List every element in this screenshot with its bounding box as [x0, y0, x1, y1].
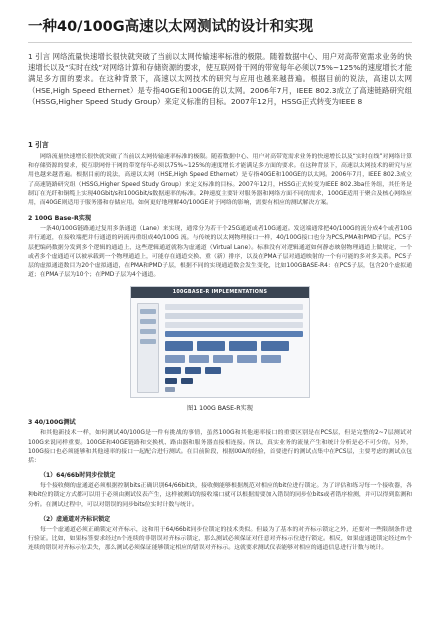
- subsection-1-heading: （1）64/66b时同步位锁定: [40, 472, 116, 480]
- diagram-lane-block: [181, 378, 193, 384]
- intro-block: [28, 51, 412, 129]
- diagram-layer-bar: [165, 331, 303, 337]
- subsection-1-paragraph: 每个接收侧的虚通道必须根据控制bits正确识别64/66bit块，接收侧能够根据规范对相应的bit位进行锁定。为了评估和练习每一个接收器，各种bit位的锁定方式都可以用于必须由测试仪表产生，这样被测试的接收端口就可以根据需要加入错误的同步位bits或者错序检测，并可以得到监测和分析。在测试过程中，可以对错误的同步bits位实时计数与统计。: [28, 483, 412, 508]
- figure-diagram-title: 100GBASE-R IMPLEMENTATIONS: [131, 287, 309, 298]
- diagram-layer-bar: [165, 313, 303, 319]
- section-2-heading: 2 100G Base-R实现: [28, 215, 92, 223]
- section-3-heading: 3 40/100G测试: [28, 419, 76, 427]
- diagram-lane-block: [237, 355, 257, 363]
- subsection-2-heading: （2）虚通道对齐标识锁定: [40, 515, 111, 523]
- diagram-lane-block: [165, 355, 185, 363]
- diagram-legend-swatch: [140, 339, 156, 344]
- section-2-paragraph: 一条40/100G链路通过复用多条通道（Lane）来实现，通常分为若干个25G通道或者10G通道。发送端通常把40/100G的流分成4个或者10G 并行通道，在接收端把并行通道的码流再重组成40/100G 流。与传统的以太网物理接口一样，40/100G接口也分为PCS,PMA和PMD子层。PCS子层把编码数据分发到多个逻辑的通道上，这些逻辑通道就称为虚通道（Virtual Lane）。标准没有对逻辑通道如何静态映射物理通道上做规定，一个或者多个虚通道可以被承载到一个物理通道上，可能存在通道交换、重（新）排序，以及在PMA子层对通道映射的一个有可能的多对多关系。PCS子层的虚拟通道数目为20个虚拟通道，在PMA和PMD子层，根据不同的实现通道数会发生变化，比如100GBASE-R4：在PCS子层，包含20个虚拟通道；在PMA子层为10个；在PMD子层为4个通道。: [28, 226, 412, 279]
- diagram-lane-block: [189, 355, 209, 363]
- diagram-lane-block: [165, 367, 181, 374]
- section-1-paragraph: 网络流量快速增长很快就突破了当前以太网传输速率标准的极限。随着数据中心、用户对高带宽需求业务的快速增长以及“实时在线”对网络计算和存储资源的要求，使互联网骨干网的带宽每年必须以75%~125%的速度增长才能满足多方面的要求。在这种背景下，高速以太网技术的研究与应用也越来越普遍。根据目前的说法，高速以太网（HSE,High Speed Ethernet）是专指40GE和100GE的以太网。2006年7月，IEEE 802.3成立了高速链路研究组（HSSG,Higher Speed Study Group）来定义标准的目标。2007年12月，HSSG正式转变为IEEE 802.3ba任务组，其任务是制订在光纤和铜缆上实现40Gbit/s和100Gbit/s数据速率的标准。2种速度主要针对服务器和网络方面不同的需求，100GE适用于聚合及核心网络应用，而40GE则适用于服务器和存储应用。如何更好地理解40/100GE对于网络的影响，需要有相应的测试解决方案。: [28, 154, 412, 207]
- diagram-legend-block: [137, 303, 159, 393]
- figure-caption: 图1 100G BASE-R实现: [187, 405, 253, 413]
- diagram-legend-swatch: [140, 309, 156, 314]
- figure-diagram: [130, 286, 310, 398]
- section-3-paragraph: 和其他新技术一样，如何测试40/100G是一件有挑战的事情，虽然100G和其他速率接口的重要区别是在PCS层，但是完整的2~7层测试对100G来说同样重要。100GE和40GE链路和交换机、路由器和服务器直接相连接。所以，真实业务的流量产生和统计分析是必不可少的。另外，100G接口也必须能够和其他速率的接口一起配合进行测试。在目前阶段，根据IXIA的经验，首要进行的测试点集中在PCS层，主要考虑的测试点包括：: [28, 430, 412, 465]
- diagram-lane-block: [229, 341, 257, 351]
- diagram-legend-swatch: [140, 329, 156, 334]
- section-1-heading: 1 引言: [28, 141, 49, 149]
- diagram-lane-block: [261, 341, 289, 351]
- title-divider: [28, 42, 412, 43]
- diagram-lane-block: [261, 355, 281, 363]
- diagram-lane-block: [185, 367, 201, 374]
- page-title: 一种40/100G高速以太网测试的设计和实现: [28, 19, 314, 35]
- diagram-legend-swatch: [140, 319, 156, 324]
- diagram-lane-block: [165, 387, 175, 392]
- diagram-lane-block: [197, 341, 225, 351]
- diagram-layer-bar: [165, 322, 303, 328]
- diagram-lane-block: [205, 367, 221, 374]
- diagram-lane-block: [213, 355, 233, 363]
- diagram-lane-block: [165, 378, 177, 384]
- diagram-lane-block: [165, 341, 193, 351]
- subsection-2-paragraph: 每一个虚通道必须正确锁定对齐标示，这和用于64/66bit同步位锁定的技术类似。但最为了基本的对齐标示锁定之外，还要对一些限制条件进行验证。比如，如果标签要求经过n个连续的非错误对齐标示锁定，那么测试必须保证对任意对齐标示位进行锁定。相反，如果虚通道锁定经过m个连续的错误对齐标示位丢失，那么测试必须保证能够锁定相应的错误对齐标示。这就要求测试仪表能够对相应的通道信息进行计数与统计。: [28, 526, 412, 552]
- intro-paragraph: 1 引言 网络流量快速增长很快就突破了当前以太网传输速率标准的极限。随着数据中心、用户对高带宽需求业务的快速增长以及“实时在线”对网络计算和存储资源的要求，使互联网骨干网的带宽每年必须以75%~125%的速度增长才能满足多方面的要求。在这种背景下，高速以太网技术的研究与应用也越来越普遍。根据目前的说法，高速以太网（HSE,High Speed Ethernet）是专指40GE和100GE的以太网。2006年7月，IEEE 802.3成立了高速链路研究组（HSSG,Higher Speed Study Group）来定义标准的目标。2007年12月，HSSG正式转变为IEEE 8: [28, 52, 412, 106]
- diagram-layer-bar: [165, 304, 303, 310]
